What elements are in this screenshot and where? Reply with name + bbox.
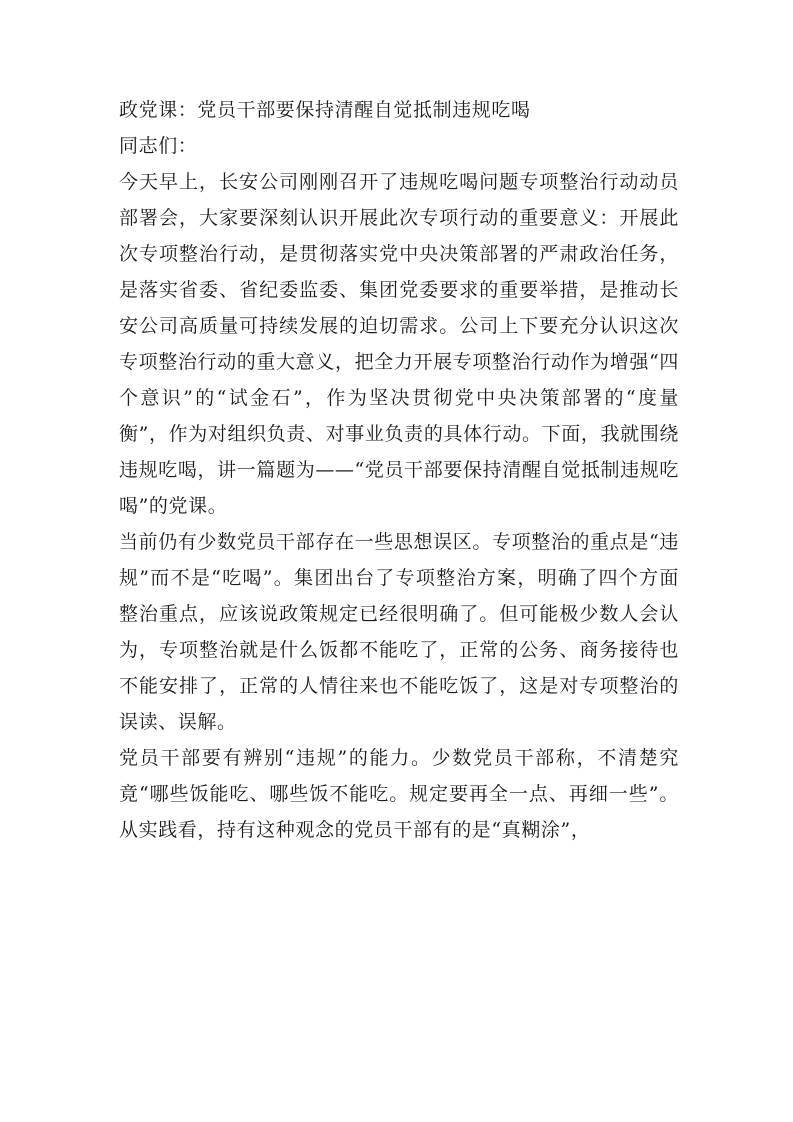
salutation: 同志们： — [119, 135, 198, 157]
paragraph-1: 今天早上，长安公司刚刚召开了违规吃喝问题专项整治行动动员部署会，大家要深刻认识开展此次专项行动的重要意义：开展此次专项整治行动，是贯彻落实党中央决策部署的严肃政治任务，是落实省委、省纪委监委、集团党委要求的重要举措，是推动长安公司高质量可持续发展的迫切需求。公司上下要充分认识这次专项整治行动的重大意义，把全力开展专项整治行动作为增强“四个意识”的“试金石”，作为坚决贯彻党中央决策部署的“度量衡”，作为对组织负责、对事业负责的具体行动。下面，我就围绕违规吃喝，讲一篇题为——“党员干部要保持清醒自觉抵制违规吃喝”的党课。 — [119, 171, 679, 517]
document-title: 政党课：党员干部要保持清醒自觉抵制违规吃喝 — [119, 99, 531, 121]
paragraph-3: 党员干部要有辨别“违规”的能力。少数党员干部称，不清楚究竟“哪些饭能吃、哪些饭不能吃。规定要再全一点、再细一些”。从实践看，持有这种观念的党员干部有的是“真糊涂”， — [119, 747, 679, 841]
paragraph-2: 当前仍有少数党员干部存在一些思想误区。专项整治的重点是“违规”而不是“吃喝”。集团出台了专项整治方案，明确了四个方面整治重点，应该说政策规定已经很明确了。但可能极少数人会认为，专项整治就是什么饭都不能吃了，正常的公务、商务接待也不能安排了，正常的人情往来也不能吃饭了，这是对专项整治的误读、误解。 — [119, 531, 679, 733]
document-body — [119, 92, 679, 848]
